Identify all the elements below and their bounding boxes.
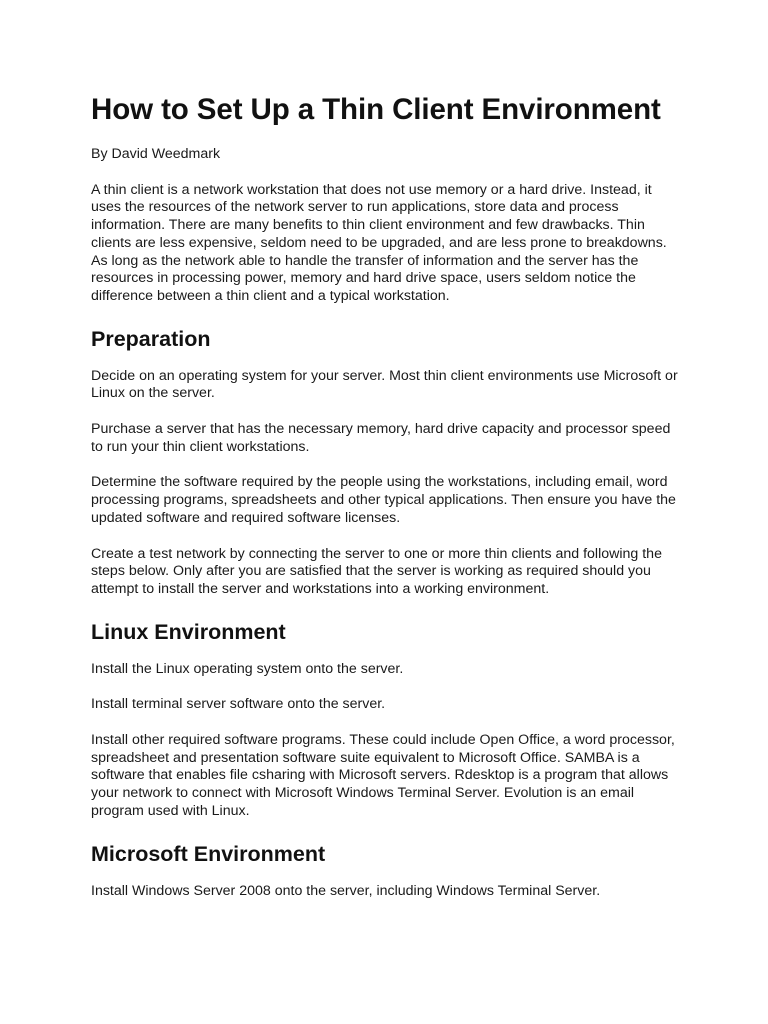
section-microsoft-environment [91, 841, 681, 901]
paragraph: Install Windows Server 2008 onto the server, including Windows Terminal Server. [91, 882, 601, 899]
section-heading: Preparation [91, 326, 211, 351]
section-preparation [91, 326, 681, 599]
paragraph: Create a test network by connecting the server to one or more thin clients and following the steps below. Only after you are satisfied that the server is working as required should you attempt to install the server and workstations into a working environment. [91, 545, 662, 597]
document-title: How to Set Up a Thin Client Environment [91, 93, 661, 126]
section-linux-environment [91, 619, 681, 821]
paragraph: Install other required software programs. These could include Open Office, a word processor, spreadsheet and presentation software suite equivalent to Microsoft Office. SAMBA is a software that enables file csharing with Microsoft servers. Rdesktop is a program that allows your network to connect with Microsoft Windows Terminal Server. Evolution is an email program used with Linux. [91, 732, 675, 819]
paragraph: Decide on an operating system for your server. Most thin client environments use Microsoft or Linux on the server. [91, 367, 678, 402]
intro-paragraph: A thin client is a network workstation that does not use memory or a hard drive. Instead, it uses the resources of the network server to run applications, store data and process information. There are many benefits to thin client environment and few drawbacks. Thin clients are less expensive, seldom need to be upgraded, and are less prone to breakdowns. As long as the network able to handle the transfer of information and the server has the resources in processing power, memory and hard drive space, users seldom notice the difference between a thin client and a typical workstation. [91, 181, 667, 304]
section-heading: Linux Environment [91, 619, 286, 644]
section-heading: Microsoft Environment [91, 841, 326, 866]
document-page [91, 92, 681, 900]
paragraph: Purchase a server that has the necessary memory, hard drive capacity and processor speed to run your thin client workstations. [91, 421, 671, 455]
paragraph: Install the Linux operating system onto the server. [91, 660, 404, 677]
byline: By David Weedmark [91, 146, 221, 162]
paragraph: Install terminal server software onto the server. [91, 696, 386, 713]
paragraph: Determine the software required by the people using the workstations, including email, word processing programs, spreadsheets and other typical applications. Then ensure you have the updated software and required software licenses. [91, 474, 676, 526]
